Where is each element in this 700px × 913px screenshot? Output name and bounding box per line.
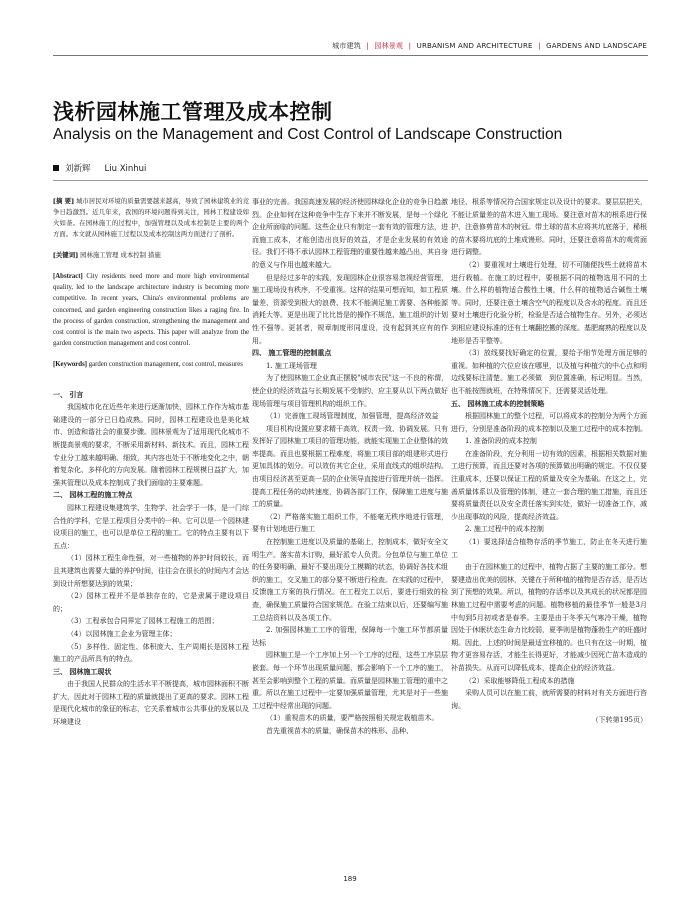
abstract-cn-label: [摘 要] — [53, 197, 74, 205]
header-separator: | — [366, 42, 369, 50]
paragraph: 采购人员可以在施工前，就所需要的材料对有关方面进行咨询。 — [451, 689, 647, 710]
header-section-cn: 城市建筑 — [332, 42, 361, 50]
author-bullet-icon — [53, 165, 59, 171]
abstract-en — [53, 271, 249, 349]
keywords-en — [53, 359, 249, 370]
paragraph: （1）重视苗木的质量，要严格按照相关规定栽植苗木。 — [266, 714, 439, 723]
paragraph: （2）采取能够降低工程成本的措施 — [465, 676, 575, 685]
author-line — [53, 162, 146, 174]
abstract-cn-text: 城市居民对环境的质量需要越来越高，导致了园林建筑业的竞争日趋激烈。近几年来，我国的环境问题得到关注，园林工程建设如火如荼。在园林施工的过程中，加强管理以及成本控制是主要的两个方面。本文就从园林施工过程以及成本控制这两方面进行了剖析。 — [53, 197, 249, 238]
paragraph: 首先重视苗木的质量，确保苗木的株形、品种、 — [266, 726, 413, 735]
paragraph: （3）放线要找好确定的位置，要给予细节处理方面足够的重视。如种植的穴位应该在哪里，以及植与种植穴的中心点和明边线要标注清楚。施工必须做 到位置准确，标记明显。当然，也不能按图就班，在特殊情况下，还需要灵活处理。 — [451, 349, 647, 395]
paragraph: 在控制施工进度以及质量的基础上，控制成本，做好安全文明生产。落实苗木订购，最好派专人负责。分包单位与施工单位的任务要明确，最好不要出现分工模糊的状态，协调好各技术组织的施工，交叉施工的部分要不断进行检查。在实践的过程中，反馈施工方案的执行情况。在工程完工以后，要进行细致的检查，确保施工质量符合国家规范。在验工结束以后，还要编写施工总结资料以及各项工作。 — [252, 538, 448, 622]
section-heading: 一、 引言 — [53, 390, 84, 399]
header-section-en: URBANISM AND ARCHITECTURE — [416, 42, 533, 50]
paragraph: （1）要选择适合植物存活的季节施工，防止在冬天进行施工 — [451, 538, 647, 559]
header-separator-3: | — [538, 42, 541, 50]
keywords-cn-label: [关键词] — [53, 251, 79, 259]
paragraph: 我国城市化在近些年来进行逐渐加快，园林工作作为城市基础建设的一部分已日趋成熟。同时，园林工程建设也是美化城市、创造和谐社会的重要步骤。园林景观为了适用现代化城市不断提高景观的要求，不断采用新材料、新技术。而且，园林工程专业分工越来越明确、细致，其内容也处于不断地变化之中，朝着复杂化、多样化的方向发展。随着园林工程规模日益扩大，加强其管理以及成本控制成了我们面临的主要难题。 — [53, 403, 249, 487]
paragraph: 事业的完善。我国高速发展的经济使园林绿化企业的竞争日趋激烈。企业如何在这种竞争中生存下来并不断发展，是每一个绿化企业所面临的问题。这些企业只有制定一套有效的管理方法，进而施工成本，才能创造出良好的效益，才是企业发展的有效途径。我们不得不承认园林工程管理的重要性越来越凸出，其自身的意义与作用也越来越大。 — [252, 198, 448, 269]
column-1-body — [53, 389, 249, 729]
paragraph: 由于在园林施工的过程中，植物占据了主要的施工部分。想要建造出优美的园林，关键在于所种植的植物是否存活，是否达到了预想的效果。所以，植物的存活率以及其成长的状况都是园林施工过程中需要考虑的问题。植物移植的最佳季节一般是3月中旬到5月初或者是春季。主要是由于冬季天气寒冷干燥，植物因处于休眠状态生命力比较弱，夏季则是植物蓬勃生产的旺盛时期。因此，上述的时间是最适宜移植的。也只有在这一时期，植物才更容易存活，才能生长得更好，才能减少因死亡苗木造成的补苗损失。从而可以降低成本，提高企业的经济效益。 — [451, 563, 647, 672]
paragraph: （1）园林工程生命性强，对一些植物的养护时间较长，而且其建筑也需要大量的养护时间，往往会在很长的时间内才会达到设计所想要达到的效果； — [53, 554, 249, 588]
column-2 — [252, 196, 448, 738]
page-title-en: Analysis on the Management and Cost Control of Landscape Construction — [53, 126, 563, 143]
column-1 — [53, 196, 249, 729]
subsection-heading: 2. 施工过程中的成本控制 — [465, 525, 544, 534]
section-heading: 五、 园林施工成本的控制策略 — [451, 399, 545, 408]
paragraph: （1）完善施工现场管理制度，加强管理，提高经济效益 — [266, 412, 439, 421]
section-heading: 三、 园林施工现状 — [53, 667, 112, 676]
abstract-en-label: [Abstract] — [53, 273, 83, 280]
paragraph: 项目机构设置应要求精干高效、权责一致、协调发展。只有发挥好了园林施工项目的管理功能，就能实现施工企业整体的效率提高。而且也要根据工程难度，将施工项目部的组建形式进行更加具体的划分。可以效仿其它企业，采用直线式的组织结构。由项目经济甚至更高一层的企业领导直接进行管理并统一指挥。提高工程任务的动转速度，协调各部门工作，保障施工进度与施工的质量。 — [252, 424, 448, 509]
paragraph: （5）多样性、固定性、体积庞大、生产周期长是园林工程施工的产品所具有的特点。 — [53, 642, 249, 664]
section-heading: 四、 施工管理的控制重点 — [252, 349, 332, 358]
subsection-heading: 2. 加强园林施工工序的管理，保障每一个施工环节都质量达标 — [252, 626, 448, 647]
header-subsection-cn: 园林景观 — [374, 42, 404, 50]
author-en: Liu Xinhui — [104, 164, 147, 174]
title-rule — [53, 180, 648, 181]
running-header — [332, 41, 647, 51]
paragraph: 园林工程建设集建筑学、生物学、社会学于一体，是一门综合性的学科，它是工程项目分类中的一种。它可以是一个园林建设项目的施工，也可以是单位工程的施工。它的特点主要有以下五点： — [53, 503, 249, 550]
paragraph: （2）严格落实施工组织工作，不能毫无秩序地进行管理，要有计划地进行施工 — [252, 512, 448, 534]
keywords-cn-text: 园林施工管理 成本控制 措施 — [80, 251, 161, 259]
author-cn: 刘新辉 — [65, 164, 91, 174]
paragraph: （2）要重视对土壤进行处理，切不可随便找些土就将苗木进行栽植。在施工的过程中，要根据不同的植物选用不同的土壤。什么样的植物适合酸性土壤，什么样的植物适合碱性土壤等。同时，还要注意土壤含空气的程度以及含水的程度。而且还要对土壤进行化验分析，检验是否适合植物生存。另外，必须达到相应建设标准的还有土壤翻挖搬的深度。基肥腐熟的程度以及地形是否平整等。 — [451, 260, 647, 345]
paragraph: 地径、根系等情况符合国家规定以及设计的要求。要层层把关，不能让质量差的苗木进入施工现场。要注意对苗木的根系进行保护，注意修剪苗木的树冠。带土球的苗木应将其坑底落于，稀根的苗木要将坑底的土堆成馒形。同时，还要注意将苗木的观赏面进行调整。 — [451, 198, 647, 257]
column-3 — [451, 196, 647, 727]
paragraph: 根据园林施工的整个过程，可以将成本的控制分为两个方面进行，分别是准备阶段的成本控制以及施工过程中的成本控制。 — [451, 412, 647, 433]
header-subsection-en: GARDENS AND LANDSCAPE — [546, 42, 647, 50]
paragraph: （4）以园林施工企业为管理主体； — [67, 629, 177, 638]
paragraph: 但是经过多年的实践，发现园林企业很容易忽视经营管理，施工现场没有秩序，不受重视。这样的结果可想而知，如工程质量差、资源受到极大的浪费、技术不能满足施工需要、各种能源消耗大等。更是出现了比比皆是的操作不规范、施工组织的计划性不强等。更甚者，规章制度形同虚设，没有起到其应有的作用。 — [252, 273, 448, 345]
abstract-cn — [53, 196, 249, 240]
keywords-en-label: [Keywords] — [53, 361, 87, 369]
column-2-body — [252, 196, 448, 738]
paragraph: 园林施工是一个工序加上另一个工序的过程，这些工序层层嵌套。每一个环节出现质量问题，都会影响下一个工序的施工，甚至会影响到整个工程的质量。而质量是园林施工管理的重中之重。所以在施工过程中一定要加强质量管理，尤其是对于一些施工过程中经常出现的问题。 — [252, 651, 448, 710]
continued-note: （下转第195页） — [591, 716, 647, 725]
paragraph: （2）园林工程并不是单独存在的，它是隶属于建设项目的； — [53, 592, 249, 613]
header-separator-2: | — [408, 42, 412, 50]
page-title-cn: 浅析园林施工管理及成本控制 — [53, 100, 333, 124]
abstract-en-text: City residents need more and more high environmental quality, led to the landscape architecture industry is becoming more competitive. In recent years, China's environmental problems are concerned, and garden engineering construction likes a raging fire. In the process of garden construction, strengthening the management and cost control is the main two aspects. This paper will analyze from the garden construction management and cost control. — [53, 273, 249, 348]
column-3-body — [451, 196, 647, 712]
paragraph: 在准备阶段，充分利用一切有效的因素，根据相关数据对施工进行预算，而且还要对各项的预算做出明确的规定。不仅仅要注重成本，还要以保证工程的质量及安全为基础。在这之上，完善质量体系以及管理的体制，建立一套合理的施工措施，而且还要将质量责任以及安全责任落实到实处，做好一切准备工作，减少出现事故的风险，提高经济效益。 — [451, 449, 647, 521]
keywords-en-text: garden construction management, cost control, measures — [88, 361, 243, 369]
paragraph: 由于我国人民群众的生活水平不断提高，城市园林面积不断扩大，因此对于园林工程的质量就提出了更高的要求。园林工程是现代化城市的象征的标志，它关系着城市公共事业的发展以及环境建设 — [53, 680, 249, 727]
page-number: 189 — [343, 875, 357, 883]
subsection-heading: 1. 施工现场管理 — [266, 361, 317, 370]
section-heading: 二、 园林工程的施工特点 — [53, 491, 133, 500]
paragraph: （3）工程承包合同界定了园林工程施工的范围； — [67, 617, 219, 626]
keywords-cn — [53, 250, 249, 261]
subsection-heading: 1. 准备阶段的成本控制 — [465, 437, 537, 446]
header-rule — [53, 55, 648, 56]
paragraph: 为了使园林施工企业真正摆脱"城市农民"这一不良的称谓，使企业的经济效益与长期发展不受制约，应主要从以下两点做好现场管理与项目管理机构的组织工作。 — [252, 374, 448, 408]
